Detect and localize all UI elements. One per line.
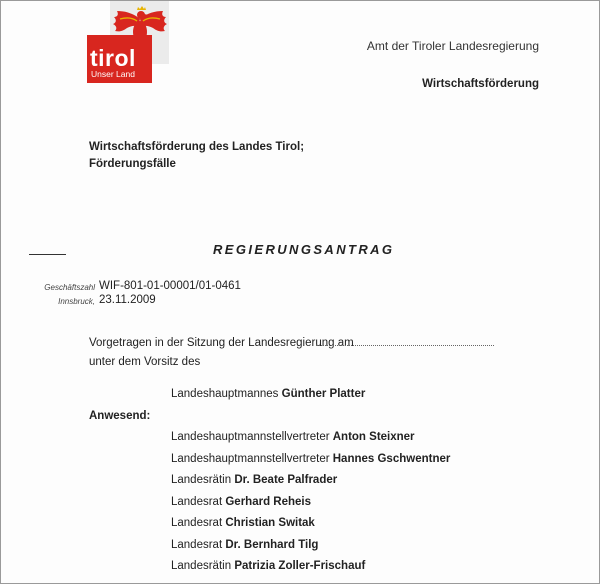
heading-rule xyxy=(29,254,66,255)
member-name: Gerhard Reheis xyxy=(225,496,312,508)
office-name: Amt der Tiroler Landesregierung xyxy=(366,39,539,53)
member-title: Landesrätin xyxy=(171,560,232,572)
member-entry xyxy=(171,560,365,572)
member-entry xyxy=(171,453,450,465)
session-line: Vorgetragen in der Sitzung der Landesregierung am xyxy=(89,337,354,349)
member-entry xyxy=(171,517,315,529)
member-name: Christian Switak xyxy=(225,517,315,529)
chair-entry xyxy=(171,388,365,400)
subject-line-2: Förderungsfälle xyxy=(89,158,176,170)
member-name: Dr. Bernhard Tilg xyxy=(225,539,319,551)
member-entry xyxy=(171,539,318,551)
member-title: Landeshauptmannstellvertreter xyxy=(171,431,330,443)
member-entry xyxy=(171,496,311,508)
chair-intro-line: unter dem Vorsitz des xyxy=(89,356,201,368)
member-entry xyxy=(171,431,415,443)
member-title: Landesrätin xyxy=(171,474,232,486)
member-title: Landesrat xyxy=(171,517,223,529)
document-date: 23.11.2009 xyxy=(99,294,156,306)
chair-name: Günther Platter xyxy=(281,388,366,400)
file-number: WIF-801-01-00001/01-0461 xyxy=(99,280,241,292)
file-number-label: Geschäftszahl xyxy=(44,283,95,292)
member-title: Landeshauptmannstellvertreter xyxy=(171,453,330,465)
logo-tagline: Unser Land xyxy=(91,69,135,79)
member-name: Patrizia Zoller-Frischauf xyxy=(234,560,366,572)
member-name: Anton Steixner xyxy=(332,431,415,443)
document-heading: REGIERUNGSANTRAG xyxy=(213,242,395,257)
session-date-blank xyxy=(316,345,494,346)
logo-red-block xyxy=(87,35,152,83)
tirol-logo xyxy=(87,1,169,83)
department-name: Wirtschaftsförderung xyxy=(422,78,539,90)
chair-title: Landeshauptmannes xyxy=(171,388,279,400)
member-name: Dr. Beate Palfrader xyxy=(234,474,338,486)
member-entry xyxy=(171,474,337,486)
logo-wordmark: tirol xyxy=(90,45,136,71)
place-label: Innsbruck, xyxy=(58,297,95,306)
present-label: Anwesend: xyxy=(89,410,151,422)
member-title: Landesrat xyxy=(171,496,223,508)
subject-line-1: Wirtschaftsförderung des Landes Tirol; xyxy=(89,141,305,153)
member-name: Hannes Gschwentner xyxy=(332,453,451,465)
member-title: Landesrat xyxy=(171,539,223,551)
